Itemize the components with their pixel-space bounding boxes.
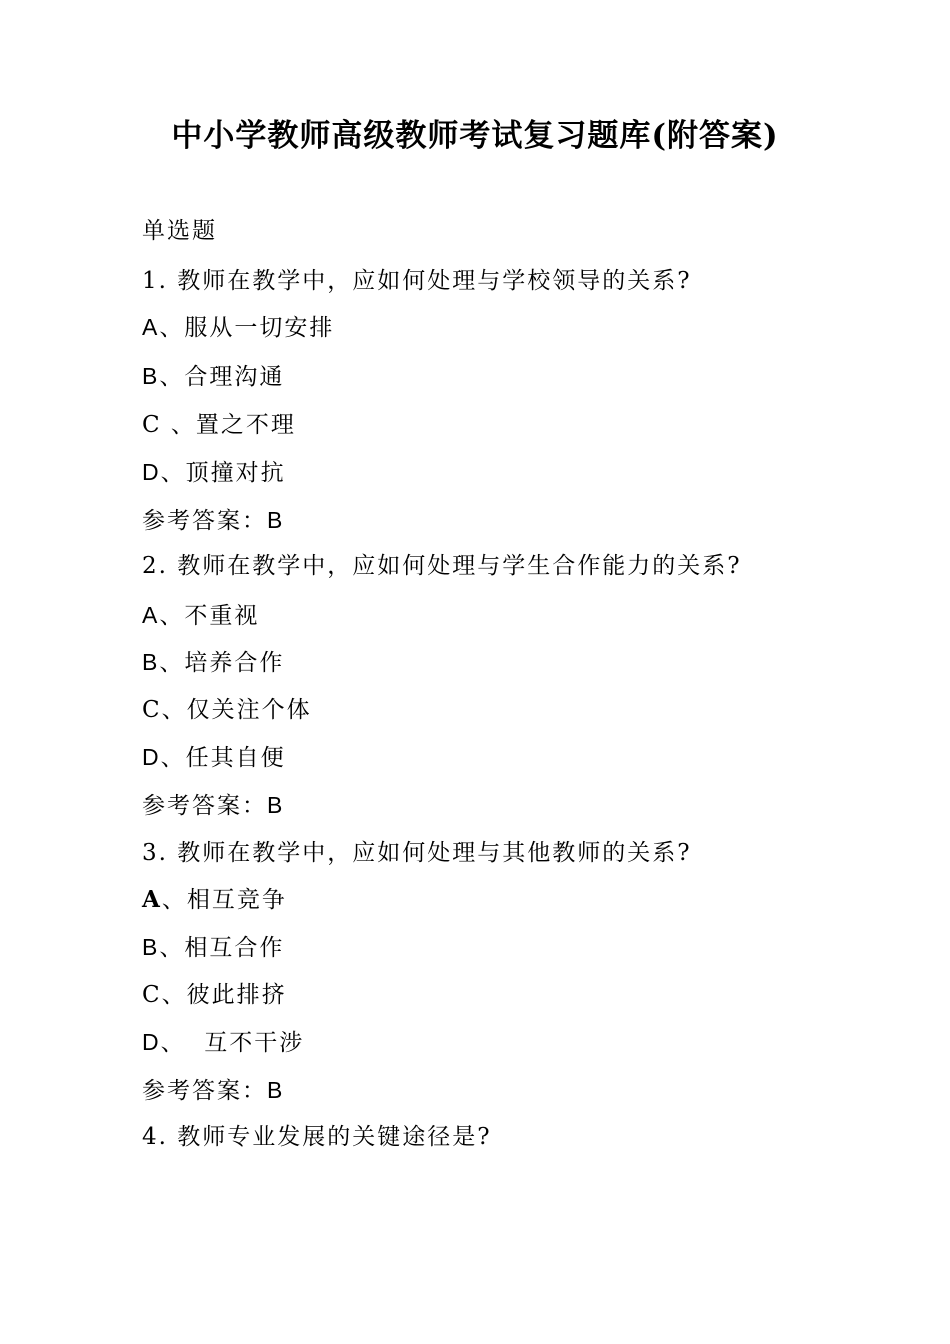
q3-option-a-text: 、相互竞争 bbox=[161, 887, 287, 913]
q2-option-c-text: 、仅关注个体 bbox=[161, 697, 312, 723]
q2-option-d-text: 、任其自便 bbox=[160, 745, 286, 771]
q1-option-c-text: 、置之不理 bbox=[161, 412, 296, 438]
q2-option-d-key: D bbox=[142, 744, 161, 770]
q1-option-b bbox=[142, 361, 284, 392]
q2-answer bbox=[142, 790, 284, 821]
q2-option-a-key: A bbox=[142, 602, 160, 628]
q3-option-c-key: C bbox=[142, 982, 162, 1008]
q1-option-c-key: C bbox=[142, 412, 162, 438]
q2-option-c bbox=[142, 695, 312, 725]
question-4: 4. 教师专业发展的关键途径是? bbox=[142, 1124, 492, 1150]
document-title: 中小学教师高级教师考试复习题库(附答案) bbox=[171, 118, 779, 154]
section-heading: 单选题 bbox=[142, 218, 217, 244]
q3-option-d-text: 、 互不干涉 bbox=[160, 1030, 305, 1056]
question-3: 3. 教师在教学中，应如何处理与其他教师的关系? bbox=[142, 840, 692, 866]
q1-option-d bbox=[142, 457, 286, 488]
q2-option-a-text: 、不重视 bbox=[159, 603, 260, 629]
q3-answer-label: 参考答案： bbox=[142, 1078, 267, 1104]
question-1: 1. 教师在教学中，应如何处理与学校领导的关系? bbox=[142, 268, 692, 294]
q3-option-c bbox=[142, 980, 287, 1010]
q2-answer-label: 参考答案： bbox=[142, 793, 267, 819]
q3-option-c-text: 、彼此排挤 bbox=[161, 982, 287, 1008]
q2-option-b-text: 、培养合作 bbox=[159, 650, 285, 676]
q1-option-a-key: A bbox=[142, 314, 160, 340]
q2-option-b bbox=[142, 647, 284, 678]
q1-option-c bbox=[142, 410, 296, 440]
q1-answer bbox=[142, 505, 284, 536]
q1-option-b-key: B bbox=[142, 363, 160, 389]
q3-option-d bbox=[142, 1027, 304, 1058]
q3-answer bbox=[142, 1075, 284, 1106]
q1-option-a-text: 、服从一切安排 bbox=[159, 315, 335, 341]
q1-option-d-text: 、顶撞对抗 bbox=[160, 460, 286, 486]
q3-option-a bbox=[142, 885, 287, 915]
q2-answer-value: B bbox=[267, 792, 285, 818]
q3-option-b bbox=[142, 932, 284, 963]
q3-option-a-key: A bbox=[142, 886, 162, 913]
q3-option-b-text: 、相互合作 bbox=[159, 935, 285, 961]
q2-option-b-key: B bbox=[142, 649, 160, 675]
q3-answer-value: B bbox=[267, 1077, 285, 1103]
q3-option-b-key: B bbox=[142, 934, 160, 960]
q2-option-d bbox=[142, 742, 286, 773]
q2-option-a bbox=[142, 600, 259, 631]
q1-option-b-text: 、合理沟通 bbox=[159, 364, 285, 390]
q3-option-d-key: D bbox=[142, 1029, 161, 1055]
q1-option-a bbox=[142, 312, 334, 343]
q1-option-d-key: D bbox=[142, 459, 161, 485]
q1-answer-label: 参考答案： bbox=[142, 508, 267, 534]
q2-option-c-key: C bbox=[142, 697, 162, 723]
question-2: 2. 教师在教学中，应如何处理与学生合作能力的关系? bbox=[142, 553, 742, 579]
q1-answer-value: B bbox=[267, 507, 285, 533]
